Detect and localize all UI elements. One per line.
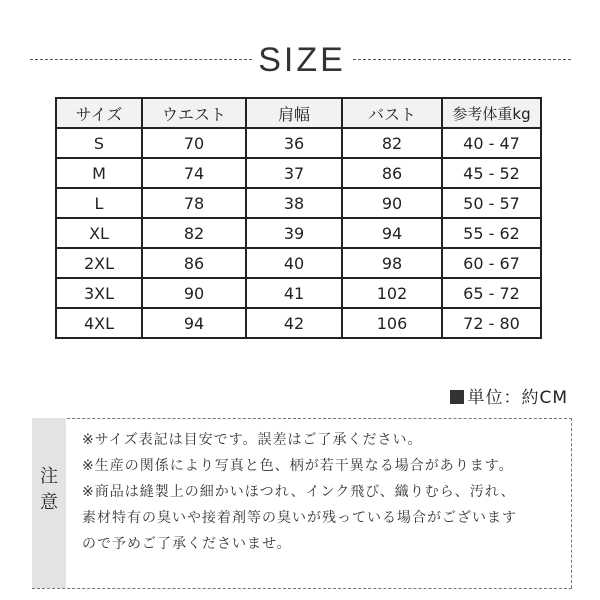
header-size: サイズ — [56, 98, 142, 128]
cell-waist: 86 — [142, 248, 246, 278]
table-header-row — [56, 98, 541, 128]
cell-waist: 82 — [142, 218, 246, 248]
notes-side-text — [40, 464, 58, 516]
cell-waist: 94 — [142, 308, 246, 338]
square-bullet-icon — [450, 390, 464, 404]
cell-size: XL — [56, 218, 142, 248]
cell-bust: 102 — [342, 278, 442, 308]
unit-text: 単位：約CM — [467, 388, 568, 408]
cell-bust: 106 — [342, 308, 442, 338]
cell-size: 3XL — [56, 278, 142, 308]
cell-size: L — [56, 188, 142, 218]
notes-body — [66, 418, 572, 588]
cell-bust: 98 — [342, 248, 442, 278]
header-waist: ウエスト — [142, 98, 246, 128]
note-line: ※商品は縫製上の細かいほつれ、インク飛び、織りむら、汚れ、 — [82, 484, 516, 500]
notes-bottom-divider — [32, 588, 572, 589]
cell-waist: 70 — [142, 128, 246, 158]
cell-bust: 94 — [342, 218, 442, 248]
cell-weight: 40 - 47 — [442, 128, 541, 158]
cell-waist: 90 — [142, 278, 246, 308]
table-row — [56, 218, 541, 248]
cell-weight: 60 - 67 — [442, 248, 541, 278]
notes-side-char: 注 — [40, 466, 58, 487]
cell-bust: 90 — [342, 188, 442, 218]
title-dashed-line-left — [30, 59, 252, 60]
header-bust: バスト — [342, 98, 442, 128]
table-row — [56, 308, 541, 338]
cell-waist: 74 — [142, 158, 246, 188]
note-line: ので予めご了承くださいませ。 — [82, 536, 292, 552]
cell-shoulder: 37 — [246, 158, 342, 188]
cell-weight: 65 - 72 — [442, 278, 541, 308]
table-row — [56, 158, 541, 188]
unit-label — [450, 383, 568, 408]
page-title: SIZE — [258, 41, 346, 79]
notes-side-char: 意 — [40, 492, 58, 513]
cell-weight: 55 - 62 — [442, 218, 541, 248]
cell-weight: 45 - 52 — [442, 158, 541, 188]
cell-shoulder: 40 — [246, 248, 342, 278]
cell-weight: 50 - 57 — [442, 188, 541, 218]
cell-size: M — [56, 158, 142, 188]
cell-size: 2XL — [56, 248, 142, 278]
header-weight: 参考体重kg — [442, 98, 541, 128]
title-dashed-line-right — [353, 59, 571, 60]
note-line: ※サイズ表記は目安です。誤差はご了承ください。 — [82, 432, 423, 448]
cell-shoulder: 39 — [246, 218, 342, 248]
header-shoulder: 肩幅 — [246, 98, 342, 128]
cell-size: S — [56, 128, 142, 158]
cell-waist: 78 — [142, 188, 246, 218]
cell-shoulder: 38 — [246, 188, 342, 218]
cell-shoulder: 36 — [246, 128, 342, 158]
title-row — [0, 40, 600, 80]
cell-bust: 86 — [342, 158, 442, 188]
cell-size: 4XL — [56, 308, 142, 338]
cell-shoulder: 42 — [246, 308, 342, 338]
table-row — [56, 248, 541, 278]
cell-bust: 82 — [342, 128, 442, 158]
note-line: 素材特有の臭いや接着剤等の臭いが残っている場合がございます — [82, 510, 517, 526]
table-row — [56, 128, 541, 158]
table-row — [56, 188, 541, 218]
notes-side-label — [32, 418, 66, 588]
size-table — [55, 97, 542, 339]
note-line: ※生産の関係により写真と色、柄が若干異なる場合があります。 — [82, 458, 514, 474]
cell-shoulder: 41 — [246, 278, 342, 308]
table-row — [56, 278, 541, 308]
cell-weight: 72 - 80 — [442, 308, 541, 338]
